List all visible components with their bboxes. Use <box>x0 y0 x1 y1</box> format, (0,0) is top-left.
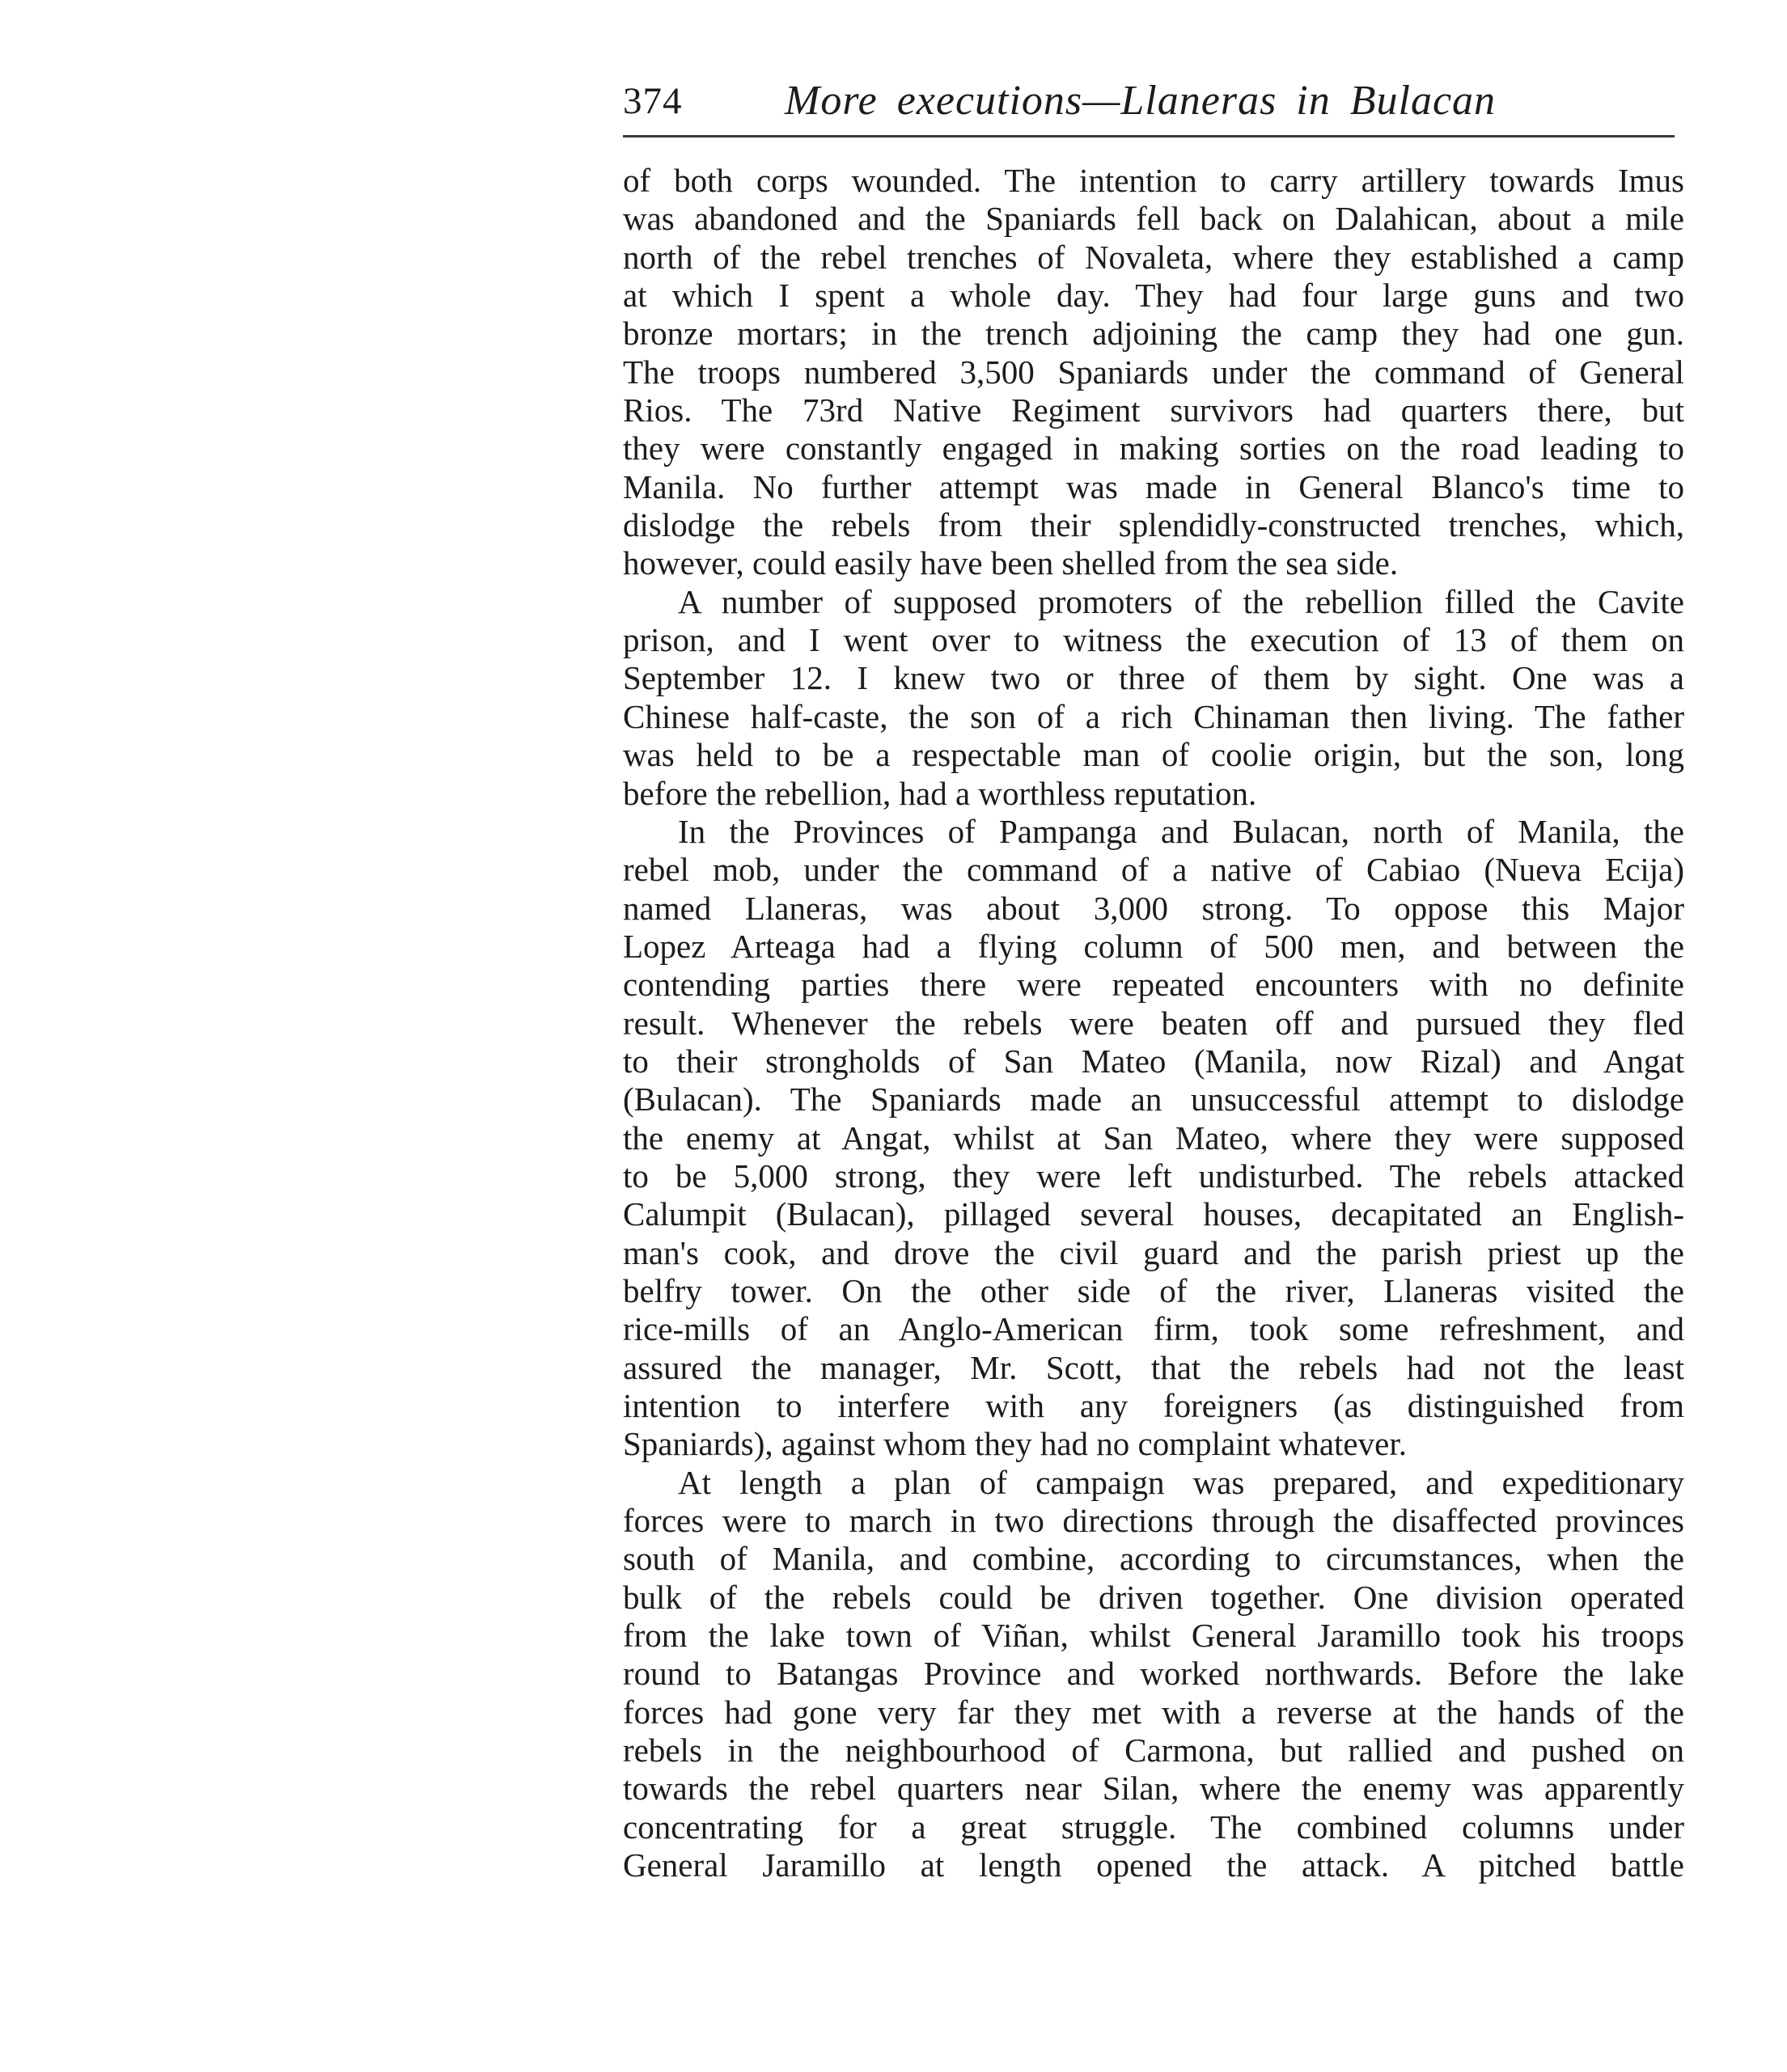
text-line: At length a plan of campaign was prepared, and expeditionary <box>678 1463 1684 1501</box>
text-line: Calumpit (Bulacan), pillaged several houses, decapitated an English- <box>623 1195 1684 1233</box>
running-title: More executions—Llaneras in Bulacan <box>785 78 1497 124</box>
text-line: concentrating for a great struggle. The combined columns under <box>623 1808 1684 1846</box>
text-line: dislodge the rebels from their splendidly-constructed trenches, which, <box>623 506 1684 544</box>
body-text <box>623 162 1684 1884</box>
text-line: assured the manager, Mr. Scott, that the rebels had not the least <box>623 1348 1684 1386</box>
text-line: Rios. The 73rd Native Regiment survivors had quarters there, but <box>623 391 1684 429</box>
text-line: the enemy at Angat, whilst at San Mateo, where they were supposed <box>623 1118 1684 1157</box>
text-line: prison, and I went over to witness the execution of 13 of them on <box>623 621 1684 659</box>
text-line: Spaniards), against whom they had no complaint whatever. <box>623 1425 1407 1463</box>
text-line: bulk of the rebels could be driven together. One division operated <box>623 1578 1684 1616</box>
text-line: result. Whenever the rebels were beaten off and pursued they fled <box>623 1004 1684 1042</box>
text-line: (Bulacan). The Spaniards made an unsuccessful attempt to dislodge <box>623 1080 1684 1118</box>
text-line: bronze mortars; in the trench adjoining the camp they had one gun. <box>623 315 1684 353</box>
text-line: south of Manila, and combine, according to circumstances, when the <box>623 1540 1684 1578</box>
text-line: rice-mills of an Anglo-American firm, took some refreshment, and <box>623 1310 1684 1348</box>
text-line: Chinese half-caste, the son of a rich Chinaman then living. The father <box>623 697 1684 735</box>
text-line: named Llaneras, was about 3,000 strong. To oppose this Major <box>623 889 1684 927</box>
text-line: to be 5,000 strong, they were left undisturbed. The rebels attacked <box>623 1157 1684 1195</box>
text-line: intention to interfere with any foreigners (as distinguished from <box>623 1387 1684 1424</box>
text-line: contending parties there were repeated encounters with no definite <box>623 966 1684 1004</box>
text-line: north of the rebel trenches of Novaleta, where they established a camp <box>623 238 1684 276</box>
text-line: In the Provinces of Pampanga and Bulacan, north of Manila, the <box>678 812 1684 850</box>
text-line: round to Batangas Province and worked northwards. Before the lake <box>623 1655 1684 1693</box>
text-line: Lopez Arteaga had a flying column of 500 men, and between the <box>623 927 1684 965</box>
running-head <box>623 71 1683 131</box>
text-line: September 12. I knew two or three of them by sight. One was a <box>623 659 1684 697</box>
text-line: was held to be a respectable man of coolie origin, but the son, long <box>623 736 1684 774</box>
text-line: was abandoned and the Spaniards fell back on Dalahican, about a mile <box>623 200 1684 238</box>
text-line: A number of supposed promoters of the rebellion filled the Cavite <box>678 582 1684 620</box>
text-line: man's cook, and drove the civil guard and the parish priest up the <box>623 1233 1684 1271</box>
text-line: forces had gone very far they met with a reverse at the hands of the <box>623 1693 1684 1731</box>
header-rule <box>623 135 1675 137</box>
text-line: The troops numbered 3,500 Spaniards under the command of General <box>623 353 1684 391</box>
text-line: Manila. No further attempt was made in General Blanco's time to <box>623 467 1684 505</box>
text-line: towards the rebel quarters near Silan, where the enemy was apparently <box>623 1770 1684 1808</box>
text-line: of both corps wounded. The intention to carry artillery towards Imus <box>623 162 1684 199</box>
text-line: belfry tower. On the other side of the river, Llaneras visited the <box>623 1271 1684 1309</box>
text-line: rebels in the neighbourhood of Carmona, but rallied and pushed on <box>623 1732 1684 1770</box>
text-line: forces were to march in two directions through the disaffected provinces <box>623 1502 1684 1540</box>
text-line: to their strongholds of San Mateo (Manila, now Rizal) and Angat <box>623 1042 1684 1080</box>
text-line: however, could easily have been shelled from the sea side. <box>623 544 1399 582</box>
text-line: they were constantly engaged in making sorties on the road leading to <box>623 429 1684 467</box>
text-line: General Jaramillo at length opened the attack. A pitched battle <box>623 1846 1684 1884</box>
text-line: before the rebellion, had a worthless reputation. <box>623 774 1257 812</box>
text-line: from the lake town of Viñan, whilst General Jaramillo took his troops <box>623 1617 1684 1655</box>
text-line: rebel mob, under the command of a native of Cabiao (Nueva Ecija) <box>623 851 1684 889</box>
text-line: at which I spent a whole day. They had four large guns and two <box>623 277 1684 315</box>
page-number: 374 <box>623 80 683 122</box>
